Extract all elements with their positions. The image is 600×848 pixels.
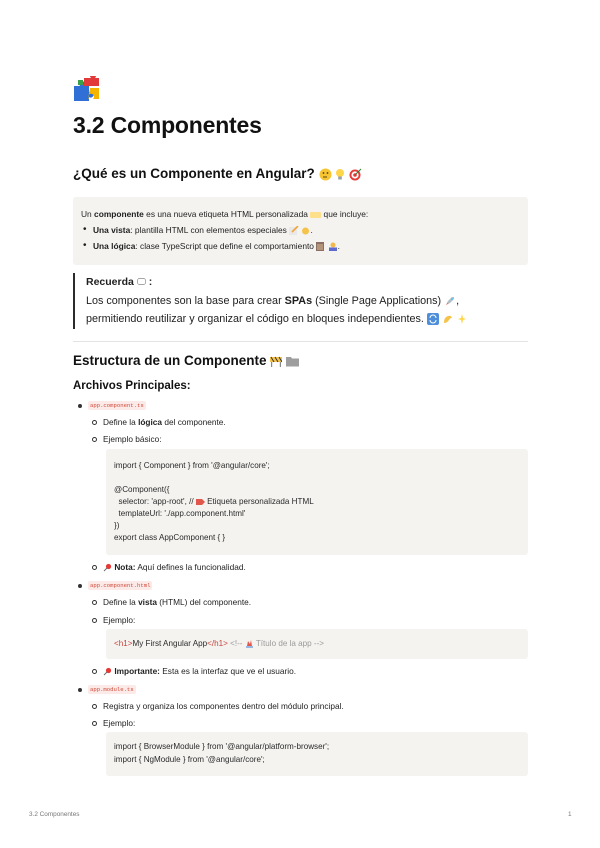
- pencil-paper-icon: [289, 226, 299, 235]
- ledger-icon: [316, 242, 325, 251]
- code-line: import { NgModule } from '@angular/core';: [114, 755, 265, 764]
- section-heading-what: ¿Qué es un Componente en Angular?: [73, 166, 362, 181]
- flexed-biceps-icon: [442, 313, 454, 325]
- quote-title: Recuerda :: [86, 276, 153, 288]
- bullet-circle: [92, 721, 97, 726]
- speech-bubble-icon: [137, 278, 146, 286]
- sparkles-icon: [457, 313, 467, 325]
- document-page: 3.2 Componentes ¿Qué es un Componente en Angular? Un componente es una nueva etiqueta HTML personalizada que incluye: • Una vista: plantilla HTML con elementos especiales . • Una lógica: clase TypeScript que define el comportamiento . Recuerda : Los componentes son la base para crear SPAs (Single Page Applications) , permitiendo reutilizar y organizar el código en bloques independientes. Estructura de un Componente Archivos Principales: app.component.ts Define la lógica del componente. Ejemplo básico: import { Component } from '@angular/core'; @Component({ selector: 'app-root', // Etiqueta personalizada HTML templateUrl: './app.component.html' }) export class AppComponent { } Nota: Aquí defines la funcionalidad. app.component.html Define la vista (HTML) del componente. Ejemplo: <h1>My First Angular App</h1> <!-- Título de la app --> Importante: Esta es la interfaz que ve el usuario. app.module.ts Registra y organiza los componentes dentro del módulo principal. Ejemplo: import { BrowserModule } from '@angular/platform-browser'; import { NgModule } from '@angular/core'; 3.2 Componentes 1: [0, 0, 600, 848]
- code-block-component-ts: [106, 449, 528, 555]
- code-line: <h1>My First Angular App</h1> <!-- Título de la app -->: [114, 639, 325, 648]
- puzzle-piece-icon: [72, 76, 102, 102]
- definition-bullet-view: • Una vista: plantilla HTML con elementos especiales .: [81, 222, 520, 238]
- bullet-circle: [92, 565, 97, 570]
- page-title: 3.2 Componentes: [73, 112, 262, 138]
- code-line: templateUrl: './app.component.html': [114, 509, 246, 518]
- code-line: export class AppComponent { }: [114, 533, 226, 542]
- code-block-component-html: [106, 629, 528, 659]
- section-divider: [73, 341, 528, 342]
- definition-intro: Un componente es una nueva etiqueta HTML personalizada que incluye:: [81, 209, 369, 219]
- bullet-circle: [92, 669, 97, 674]
- target-icon: [349, 168, 362, 181]
- filename-app-component-ts: app.component.ts: [90, 402, 144, 409]
- label-tag-icon: [310, 211, 321, 219]
- subheading-main-files: Archivos Principales:: [73, 380, 191, 392]
- rocket-icon: [444, 295, 456, 307]
- repeat-arrows-icon: [427, 313, 439, 325]
- pushpin-icon: [103, 667, 112, 676]
- page-number: 1: [568, 811, 572, 818]
- construction-icon: [270, 355, 282, 367]
- remember-quote: [73, 273, 528, 329]
- code-line: import { BrowserModule } from '@angular/platform-browser';: [114, 742, 330, 751]
- footer-title: 3.2 Componentes: [29, 811, 80, 818]
- bullet-circle: [92, 704, 97, 709]
- code-line: import { Component } from '@angular/core';: [114, 461, 270, 470]
- definition-bullet-logic: • Una lógica: clase TypeScript que define el comportamiento .: [81, 238, 520, 254]
- light-bulb-icon: [335, 168, 345, 181]
- thinking-face-icon: [319, 168, 332, 181]
- pushpin-icon: [103, 563, 112, 572]
- section-heading-structure: Estructura de un Componente: [73, 353, 299, 368]
- technologist-icon: [328, 242, 338, 251]
- bullet-circle: [92, 420, 97, 425]
- bullet-circle: [92, 618, 97, 623]
- file-folder-icon: [286, 355, 299, 367]
- code-line: selector: 'app-root', // Etiqueta personalizada HTML: [114, 497, 314, 506]
- code-line: }): [114, 521, 120, 530]
- bookmark-tag-icon: [196, 498, 205, 506]
- code-block-module-ts: [106, 732, 528, 776]
- quote-body: Los componentes son la base para crear SPAs (Single Page Applications) , permitiendo reutilizar y organizar el código en bloques independientes.: [86, 292, 528, 328]
- bullet-circle: [92, 437, 97, 442]
- filename-app-component-html: app.component.html: [90, 582, 151, 589]
- filename-app-module-ts: app.module.ts: [90, 686, 134, 693]
- wave-emoji-icon: [245, 639, 254, 648]
- bullet-circle: [92, 600, 97, 605]
- code-line: @Component({: [114, 485, 170, 494]
- definition-callout: [73, 197, 528, 265]
